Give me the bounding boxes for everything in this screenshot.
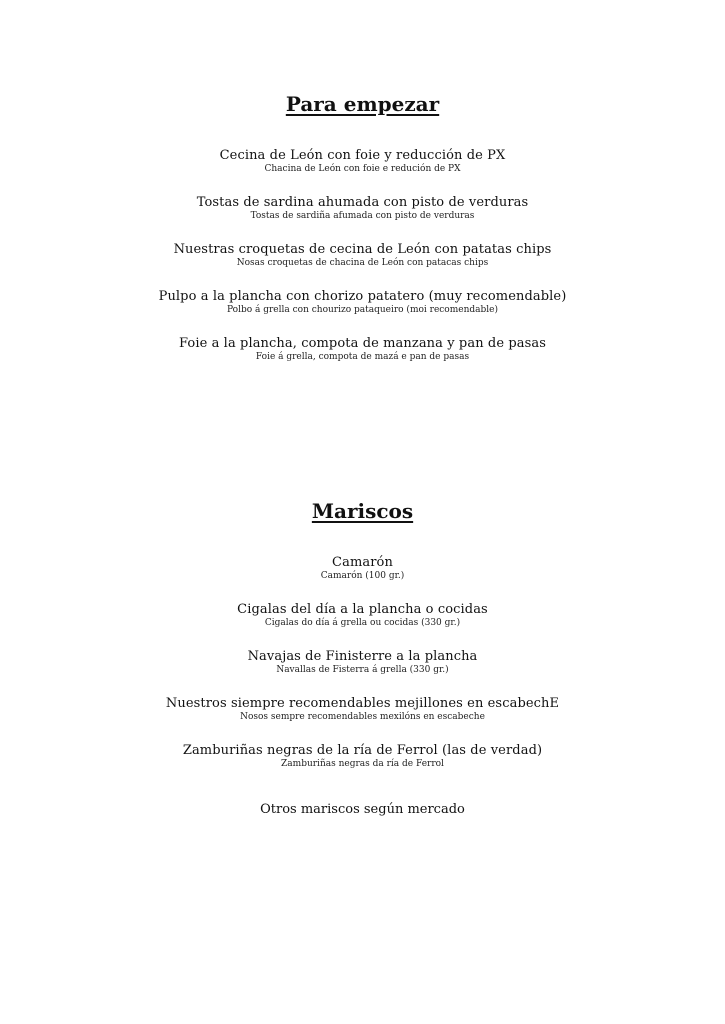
section-title: Mariscos [311,499,414,523]
dish-list [0,555,725,770]
dish-translation: Foie á grella, compota de mazá e pan de pasas [255,352,470,362]
dish-name: Cecina de León con foie y reducción de PX [219,148,506,163]
dish-name: Camarón [332,555,393,570]
dish-name: Pulpo a la plancha con chorizo patatero (muy recomendable) [158,289,567,304]
dish-item [0,195,725,222]
dish-item [0,289,725,316]
dish-item [0,555,725,582]
dish-name: Navajas de Finisterre a la plancha [247,649,478,664]
section-mariscos [0,497,725,818]
dish-item [0,602,725,629]
dish-name: Zamburiñas negras de la ría de Ferrol (las de verdad) [182,743,543,758]
dish-name: Foie a la plancha, compota de manzana y pan de pasas [178,336,547,351]
section-para-empezar [0,90,725,383]
dish-list [0,148,725,363]
dish-name: Tostas de sardina ahumada con pisto de verduras [196,195,529,210]
dish-translation: Tostas de sardiña afumada con pisto de verduras [250,211,475,221]
dish-translation: Nosas croquetas de chacina de León con patacas chips [236,258,489,268]
dish-name: Cigalas del día a la plancha o cocidas [237,602,488,617]
dish-item [0,696,725,723]
dish-translation: Chacina de León con foie e redución de PX [264,164,461,174]
dish-item [0,649,725,676]
dish-item [0,148,725,175]
dish-item [0,743,725,770]
dish-translation: Zamburiñas negras da ría de Ferrol [281,759,444,769]
dish-name: Nuestros siempre recomendables mejillones en escabechE [165,696,560,711]
dish-translation: Cigalas do día á grella ou cocidas (330 gr.) [264,618,461,628]
dish-item [0,336,725,363]
dish-translation: Polbo á grella con chourizo pataqueiro (moi recomendable) [226,305,498,315]
market-note: Otros mariscos según mercado [260,802,465,817]
dish-translation: Nosos sempre recomendables mexilóns en escabeche [240,712,485,722]
dish-translation: Navallas de Fisterra á grella (330 gr.) [276,665,449,675]
dish-name: Nuestras croquetas de cecina de León con patatas chips [173,242,552,257]
dish-translation: Camarón (100 gr.) [320,571,405,581]
section-title: Para empezar [285,92,440,116]
dish-item [0,242,725,269]
